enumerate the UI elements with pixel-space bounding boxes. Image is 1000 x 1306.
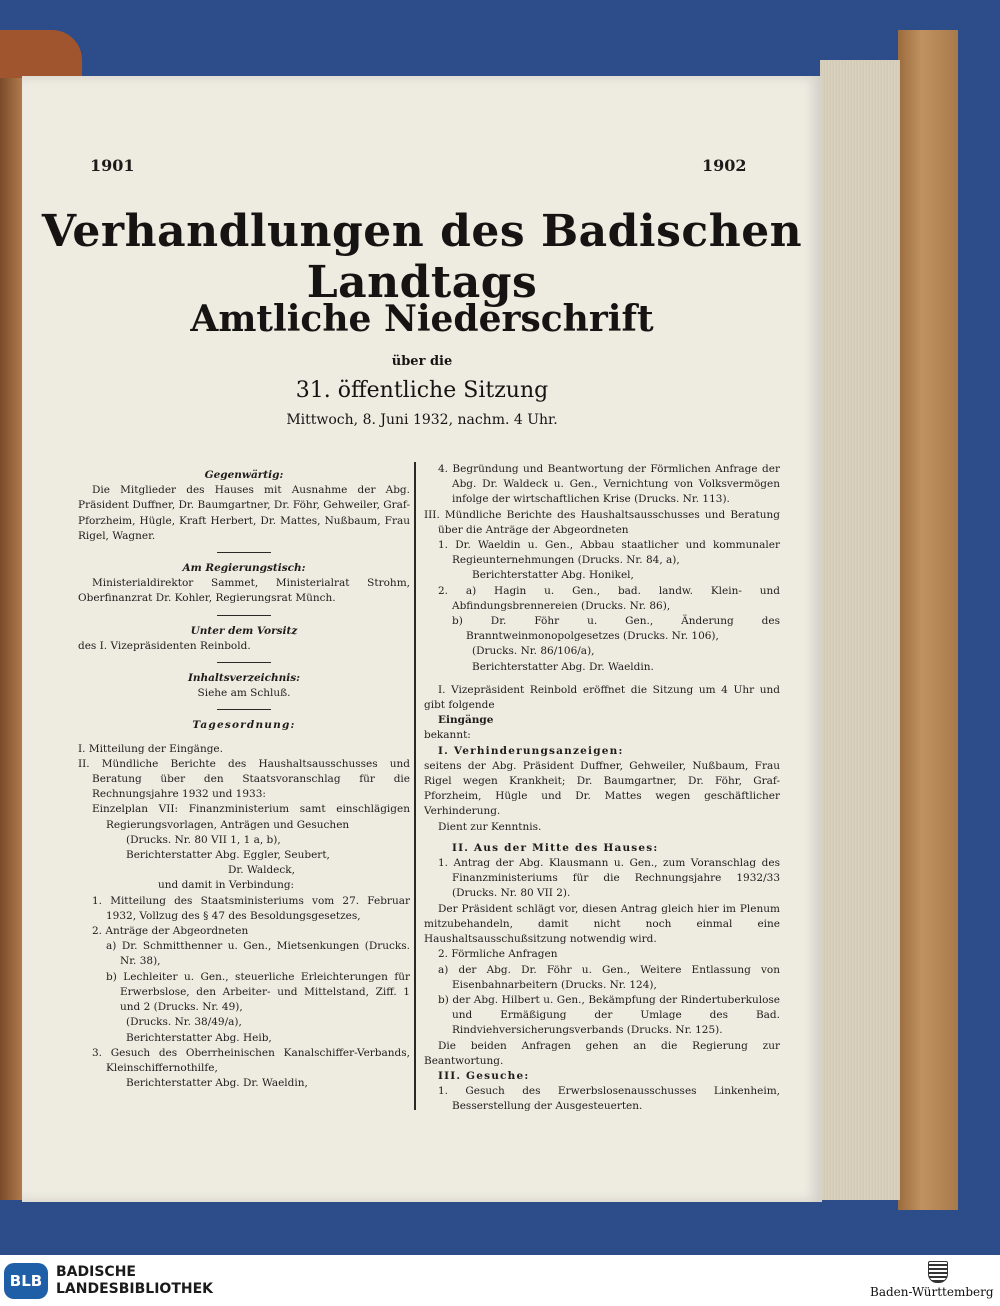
agenda-item: (Drucks. Nr. 38/49/a),: [126, 1016, 242, 1029]
agenda-item: a) Dr. Schmitthenner u. Gen., Mietsenkungen (Drucks. Nr. 38),: [106, 940, 410, 968]
regierungstisch-heading: Am Regierungstisch:: [182, 562, 306, 575]
inhalt-text: Siehe am Schluß.: [197, 687, 291, 700]
kenntnis-text: Dient zur Kenntnis.: [438, 820, 542, 833]
agenda-item: Berichterstatter Abg. Eggler, Seubert,: [126, 849, 330, 862]
inhalt-heading: Inhaltsverzeichnis:: [187, 672, 301, 685]
agenda-item: 1. Dr. Waeldin u. Gen., Abbau staatlicher und kommunaler Regieunternehmungen (Drucks. Nr. 84, a),: [438, 539, 780, 567]
agenda-item: II. Mündliche Berichte des Haushaltsausschusses und Beratung über den Staatsvoranschlag für die Rechnungsjahre 1932 und 1933:: [78, 757, 410, 801]
mitte-item: 1. Antrag der Abg. Klausmann u. Gen., zum Voranschlag des Finanzministeriums für die Rechnungsjahre 1932/33 (Drucks. Nr. 80 VII 2).: [438, 857, 780, 900]
vorsitz-heading: Unter dem Vorsitz: [190, 624, 298, 637]
right-column: [424, 462, 780, 1115]
session-title: 31. öffentliche Sitzung: [295, 378, 549, 403]
agenda-item: 4. Begründung und Beantwortung der Förmlichen Anfrage der Abg. Dr. Waldeck u. Gen., Vernichtung von Volksvermögen infolge der wirtschaftlichen Krise (Drucks. Nr. 113).: [438, 463, 780, 506]
beantwortung-text: Die beiden Anfragen gehen an die Regierung zur Beantwortung.: [424, 1039, 780, 1067]
foermliche-heading: 2. Förmliche Anfragen: [438, 948, 558, 961]
agenda-item: 2. a) Hagin u. Gen., bad. landw. Klein- und Abfindungsbrennereien (Drucks. Nr. 86),: [438, 584, 780, 612]
library-name-line1: BADISCHE: [56, 1264, 136, 1280]
foermliche-item-a: a) der Abg. Dr. Föhr u. Gen., Weitere Entlassung von Eisenbahnarbeitern (Drucks. Nr. 124),: [438, 963, 780, 991]
separator: [217, 615, 271, 616]
book-page-edges: [820, 60, 900, 1200]
book-binding-right: [898, 30, 958, 1210]
document-subtitle: Amtliche Niederschrift: [190, 298, 654, 340]
agenda-item: 1. Mitteilung des Staatsministeriums vom 27. Februar 1932, Vollzug des § 47 des Besoldungsgesetzes,: [92, 894, 410, 922]
gegenwaertig-heading: Gegenwärtig:: [204, 469, 284, 481]
agenda-item: b) Dr. Föhr u. Gen., Änderung des Branntweinmonopolgesetzes (Drucks. Nr. 106),: [452, 615, 780, 643]
agenda-item: III. Mündliche Berichte des Haushaltsausschusses und Beratung über die Anträge der Abgeordneten: [424, 508, 780, 536]
agenda-item: 2. Anträge der Abgeordneten: [92, 925, 249, 938]
agenda-item: Dr. Waldeck,: [228, 864, 295, 877]
separator: [217, 709, 271, 710]
column-divider: [414, 462, 416, 1110]
footer-bar: [0, 1255, 1000, 1306]
blb-logo[interactable]: BLB: [4, 1263, 48, 1299]
opening-text: I. Vizepräsident Reinbold eröffnet die Sitzung um 4 Uhr und gibt folgende: [424, 683, 780, 712]
agenda-item: (Drucks. Nr. 86/106/a),: [472, 645, 595, 658]
agenda-item: Berichterstatter Abg. Heib,: [126, 1031, 272, 1044]
verhinderung-text: seitens der Abg. Präsident Duffner, Gehweiler, Nußbaum, Frau Rigel wegen Krankheit; Dr. Baumgartner, Dr. Föhr, Graf-Pforzheim, Hügle und Dr. Mattes wegen geschäftlicher Verhinderung.: [424, 759, 780, 818]
state-name[interactable]: Baden-Württemberg: [870, 1285, 994, 1299]
document-title: Verhandlungen des Badischen Landtags: [41, 206, 803, 308]
book-binding-left: [0, 30, 22, 1200]
verhinderung-heading: I. Verhinderungsanzeigen:: [438, 744, 624, 757]
foermliche-item-b: b) der Abg. Hilbert u. Gen., Bekämpfung der Rindertuberkulose und Ermäßigung der Umlage des Bad. Rindviehversicherungsverbands (Drucks. Nr. 125).: [438, 993, 780, 1037]
document-page: [22, 76, 822, 1202]
gesuche-heading: III. Gesuche:: [438, 1069, 530, 1082]
agenda-item: Einzelplan VII: Finanzministerium samt einschlägigen Regierungsvorlagen, Anträgen und Gesuchen: [92, 803, 410, 831]
agenda-item: 3. Gesuch des Oberrheinischen Kanalschiffer-Verbands, Kleinschiffernothilfe,: [92, 1046, 410, 1074]
agenda-item: und damit in Verbindung:: [158, 879, 295, 892]
regierungstisch-text: Ministerialdirektor Sammet, Ministerialrat Strohm, Oberfinanzrat Dr. Kohler, Regierungsrat Münch.: [78, 577, 410, 605]
library-name-line2: LANDESBIBLIOTHEK: [56, 1281, 214, 1297]
agenda-item: Berichterstatter Abg. Dr. Waeldin,: [126, 1077, 308, 1090]
separator: [217, 662, 271, 663]
agenda-item: I. Mitteilung der Eingänge.: [78, 742, 223, 755]
agenda-item: (Drucks. Nr. 80 VII 1, 1 a, b),: [126, 833, 281, 846]
session-date: Mittwoch, 8. Juni 1932, nachm. 4 Uhr.: [286, 412, 558, 428]
agenda-item: Berichterstatter Abg. Dr. Waeldin.: [472, 660, 654, 673]
ueber-die-label: über die: [391, 354, 453, 369]
vorsitz-text: des I. Vizepräsidenten Reinbold.: [78, 639, 251, 652]
bookmark-ribbon: [0, 30, 82, 78]
praesident-text: Der Präsident schlägt vor, diesen Antrag gleich hier im Plenum mitzubehandeln, damit nicht noch einmal eine Haushaltsausschußsitzung notwendig wird.: [424, 902, 780, 946]
coat-of-arms-icon: [928, 1261, 948, 1283]
bekannt-label: bekannt:: [424, 729, 471, 742]
page-number-right: 1902: [702, 156, 747, 175]
agenda-item: Berichterstatter Abg. Honikel,: [472, 569, 634, 582]
tagesordnung-heading: Tagesordnung:: [192, 719, 296, 732]
mitte-heading: II. Aus der Mitte des Hauses:: [452, 841, 659, 854]
separator: [217, 552, 271, 553]
agenda-item: b) Lechleiter u. Gen., steuerliche Erleichterungen für Erwerbslose, den Arbeiter- und Mittelstand, Ziff. 1 und 2 (Drucks. Nr. 49),: [106, 970, 410, 1014]
eingaenge-heading: Eingänge: [438, 714, 494, 727]
gesuche-item: 1. Gesuch des Erwerbslosenausschusses Linkenheim, Besserstellung der Ausgesteuerten.: [438, 1085, 780, 1113]
gegenwaertig-text: Die Mitglieder des Hauses mit Ausnahme der Abg. Präsident Duffner, Dr. Baumgartner, Dr. Föhr, Gehweiler, Graf-Pforzheim, Hügle, Kraft Herbert, Dr. Mattes, Nußbaum, Frau Rigel, Wagner.: [78, 484, 410, 542]
page-number-left: 1901: [90, 156, 135, 175]
library-name[interactable]: [56, 1264, 213, 1298]
left-column: [78, 462, 410, 1091]
